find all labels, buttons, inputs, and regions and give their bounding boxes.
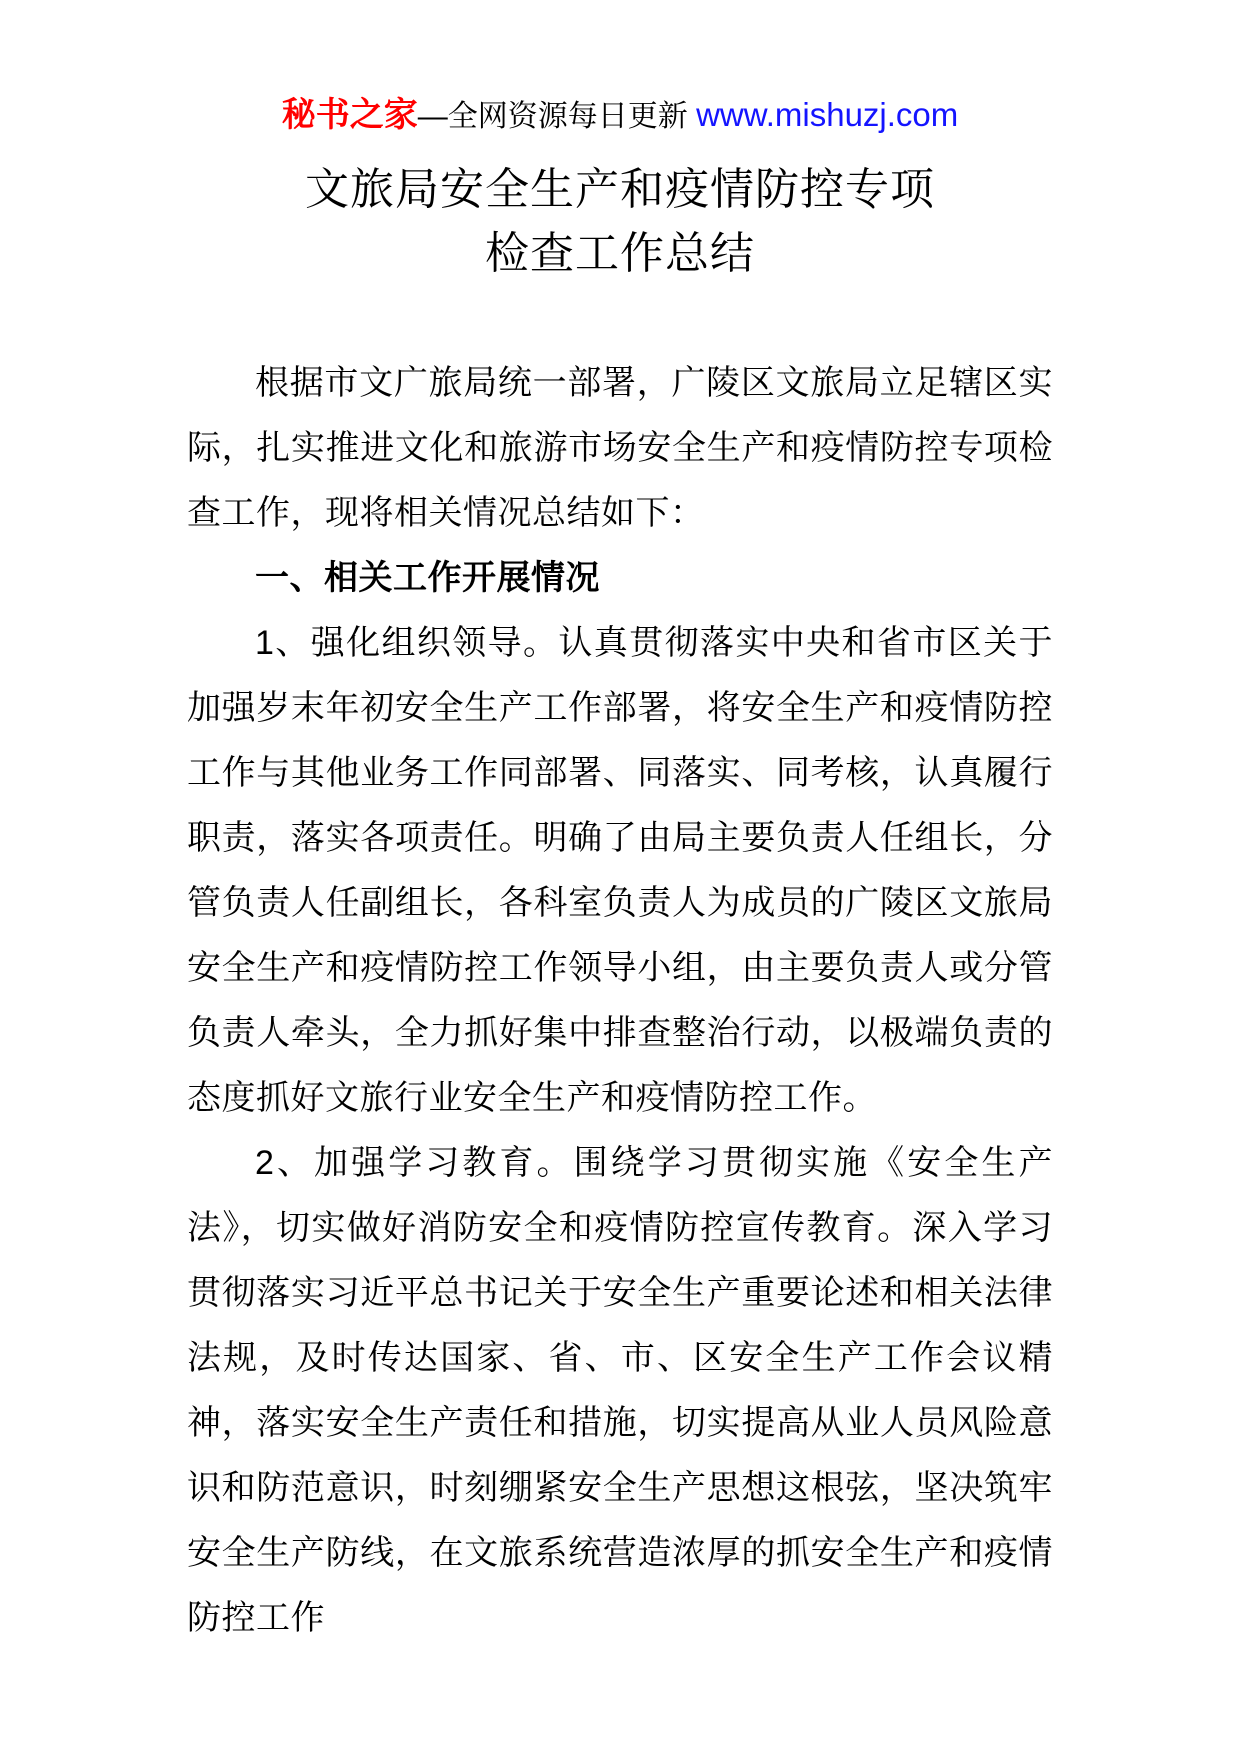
section-heading: 一、相关工作开展情况: [255, 559, 600, 597]
document-body: [187, 351, 1053, 1651]
site-brand: 秘书之家: [281, 96, 418, 134]
site-url-link[interactable]: www.mishuzj.com: [696, 96, 959, 133]
site-header: [0, 94, 1240, 138]
site-tagline: —全网资源每日更新: [417, 100, 697, 133]
paragraph-item-2: 2、加强学习教育。围绕学习贯彻实施《安全生产法》，切实做好消防安全和疫情防控宣传教育。深入学习贯彻落实习近平总书记关于安全生产重要论述和相关法律法规，及时传达国家、省、市、区安全生产工作会议精神，落实安全生产责任和措施，切实提高从业人员风险意识和防范意识，时刻绷紧安全生产思想这根弦，坚决筑牢安全生产防线，在文旅系统营造浓厚的抓安全生产和疫情防控工作: [187, 1144, 1053, 1637]
document-title: [0, 158, 1240, 286]
paragraph-item-1: 1、强化组织领导。认真贯彻落实中央和省市区关于加强岁末年初安全生产工作部署，将安全生产和疫情防控工作与其他业务工作同部署、同落实、同考核，认真履行职责，落实各项责任。明确了由局主要负责人任组长，分管负责人任副组长，各科室负责人为成员的广陵区文旅局安全生产和疫情防控工作领导小组，由主要负责人或分管负责人牵头，全力抓好集中排查整治行动，以极端负责的态度抓好文旅行业安全生产和疫情防控工作。: [187, 624, 1053, 1117]
document-title-line1: 文旅局安全生产和疫情防控专项: [305, 165, 935, 214]
document-title-line2: 检查工作总结: [485, 229, 755, 278]
paragraph-intro: 根据市文广旅局统一部署，广陵区文旅局立足辖区实际，扎实推进文化和旅游市场安全生产和疫情防控专项检查工作，现将相关情况总结如下：: [187, 364, 1053, 532]
